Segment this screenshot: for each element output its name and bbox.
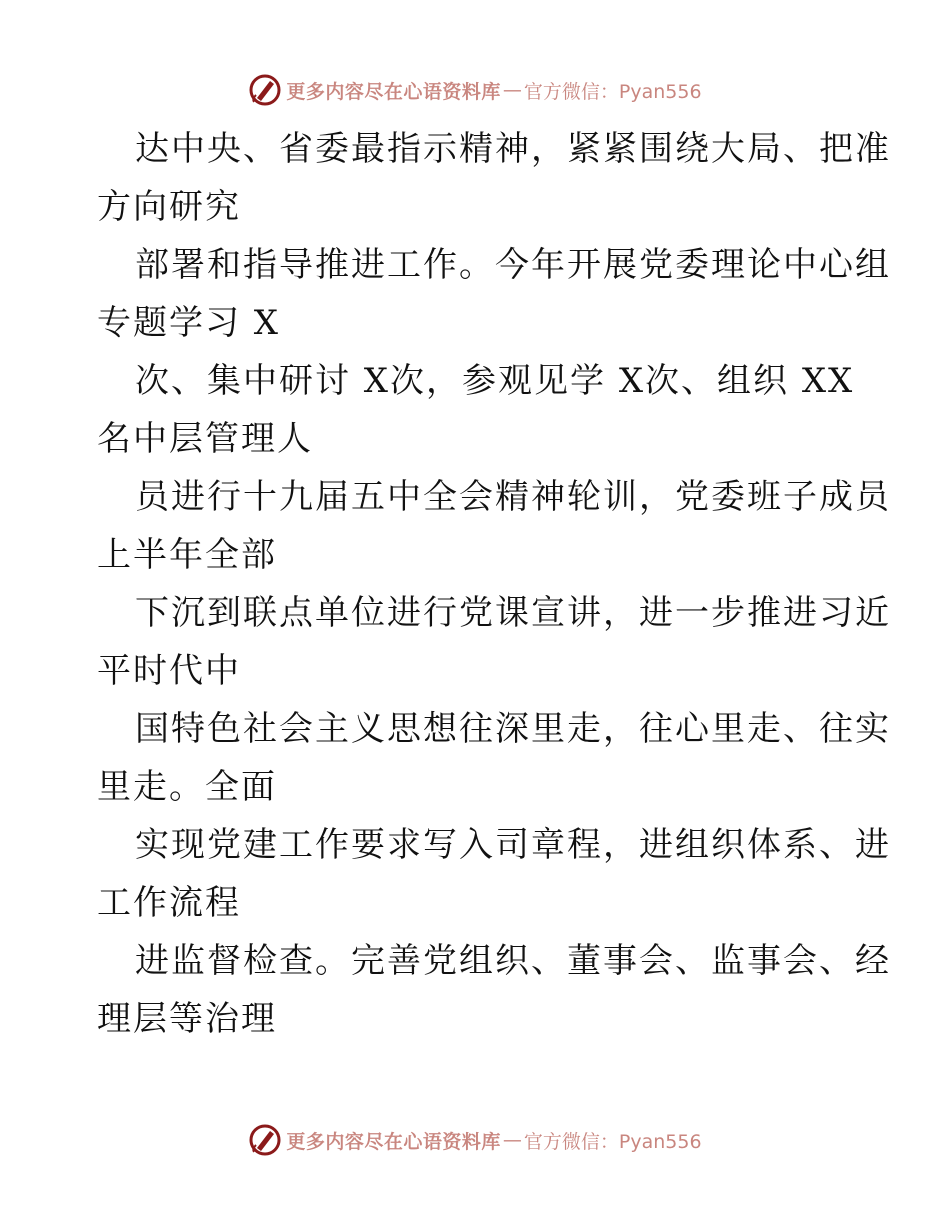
text-line: 部署和指导推进工作。今年开展党委理论中心组 xyxy=(135,245,891,285)
banner-title: 更多内容尽在心语资料库 xyxy=(286,80,501,103)
text-line: 下沉到联点单位进行党课宣讲，进一步推进习近 xyxy=(135,593,891,633)
text-line: 平时代中 xyxy=(97,651,241,691)
footer-banner xyxy=(0,1120,950,1160)
text-line: 达中央、省委最指示精神，紧紧围绕大局、把准 xyxy=(135,129,891,169)
paragraph xyxy=(97,120,891,236)
banner-title: 更多内容尽在心语资料库 xyxy=(286,1130,501,1153)
banner-wechat: 官方微信：Pyan556 xyxy=(523,80,702,103)
paragraph xyxy=(97,468,891,584)
text-line: 上半年全部 xyxy=(97,535,277,575)
text-line: 员进行十九届五中全会精神轮训，党委班子成员 xyxy=(135,477,891,517)
text-line: 里走。全面 xyxy=(97,767,277,807)
text-line: 次、集中研讨 X次，参观见学 X次、组织 XX xyxy=(135,361,855,401)
banner-wechat: 官方微信：Pyan556 xyxy=(523,1130,702,1153)
pen-circle-logo-icon xyxy=(248,1123,282,1157)
text-line: 进监督检查。完善党组织、董事会、监事会、经 xyxy=(135,941,891,981)
paragraph xyxy=(97,700,891,816)
text-line: 国特色社会主义思想往深里走，往心里走、往实 xyxy=(135,709,891,749)
text-line: 专题学习 X xyxy=(97,303,281,343)
pen-circle-logo-icon xyxy=(248,73,282,107)
text-line: 实现党建工作要求写入司章程，进组织体系、进 xyxy=(135,825,891,865)
paragraph xyxy=(97,932,891,1048)
text-line: 理层等治理 xyxy=(97,999,277,1039)
paragraph xyxy=(97,816,891,932)
text-line: 名中层管理人 xyxy=(97,419,313,459)
banner-separator: — xyxy=(502,1129,522,1151)
paragraph xyxy=(97,236,891,352)
text-line: 方向研究 xyxy=(97,187,241,227)
text-line: 工作流程 xyxy=(97,883,241,923)
paragraph xyxy=(97,352,857,468)
header-banner xyxy=(0,70,950,110)
document-body xyxy=(97,120,891,1048)
paragraph xyxy=(97,584,891,700)
banner-separator: — xyxy=(502,79,522,101)
